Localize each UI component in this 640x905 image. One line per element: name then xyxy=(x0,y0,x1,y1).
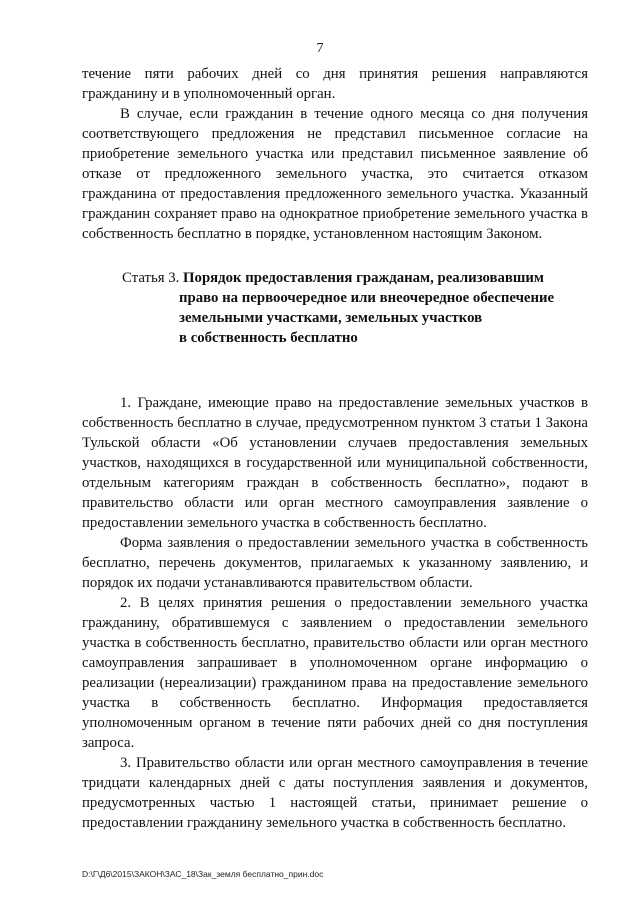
article-label: Статья 3. xyxy=(122,270,180,286)
article-title-line-3: земельными участками, земельных участков xyxy=(179,310,483,326)
article-title-line-1: Порядок предоставления гражданам, реализовавшим xyxy=(183,270,545,286)
document-body xyxy=(82,64,588,833)
paragraph-part-3: 3. Правительство области или орган местного самоуправления в течение тридцати календарных дней с даты поступления заявления и документов, предусмотренных частью 1 настоящей статьи, принимает решение о предоставлении гражданину земельного участка в собственность бесплатно. xyxy=(82,755,588,831)
page-number: 7 xyxy=(316,41,324,56)
paragraph-part-1: 1. Граждане, имеющие право на предоставление земельных участков в собственность бесплатно в случае, предусмотренном пунктом 3 статьи 1 Закона Тульской области «Об установлении случаев предоставления земельных участков, находящихся в государственной или муниципальной собственности, отдельным категориям граждан в собственность бесплатно», подают в правительство области или орган местного самоуправления заявление о предоставлении земельного участка в собственность бесплатно. xyxy=(82,395,588,531)
article-heading-line-1 xyxy=(122,268,572,288)
paragraph-part-2: 2. В целях принятия решения о предоставлении земельного участка гражданину, обратившемуся с заявлением о предоставлении земельного участка в собственность бесплатно, правительство области или орган местного самоуправления запрашивает в уполномоченном органе информацию о реализации (нереализации) гражданином права на предоставление земельного участка в собственность бесплатно. Информация предоставляется уполномоченным органом в течение пяти рабочих дней со дня поступления запроса. xyxy=(82,595,588,751)
article-heading xyxy=(122,268,572,348)
paragraph-refusal: В случае, если гражданин в течение одного месяца со дня получения соответствующего предложения не представил письменное согласие на приобретение земельного участка или представил письменное заявление об отказе от предложенного земельного участка, это считается отказом гражданина от предоставления предложенного земельного участка. Указанный гражданин сохраняет право на однократное приобретение земельного участка в собственность бесплатно в порядке, установленном настоящим Законом. xyxy=(82,106,588,242)
footer-file-path: D:\Г\Д6\2015\ЗАКОН\ЗАС_18\Зак_земля бесплатно_прин.doc xyxy=(82,869,324,879)
article-title-line-2: право на первоочередное или внеочередное обеспечение xyxy=(179,290,555,306)
paragraph-part-1-form: Форма заявления о предоставлении земельного участка в собственность бесплатно, перечень документов, прилагаемых к указанному заявлению, и порядок их подачи устанавливаются правительством области. xyxy=(82,535,588,591)
article-title-line-4: в собственность бесплатно xyxy=(179,330,358,346)
paragraph-continuation: течение пяти рабочих дней со дня принятия решения направляются гражданину и в уполномоченный орган. xyxy=(82,66,588,102)
